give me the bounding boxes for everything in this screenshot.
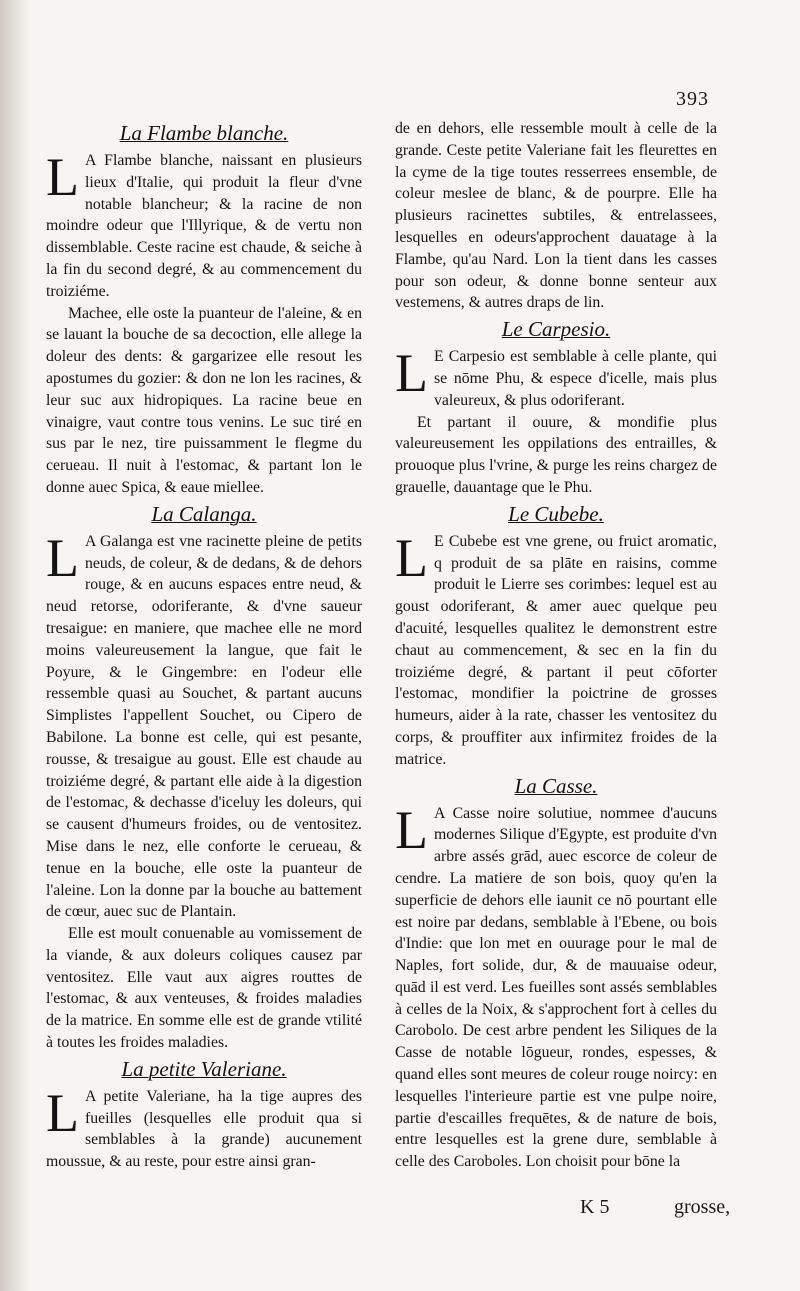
page-number: 393 [676,88,709,110]
paragraph-cubebe-1: LE Cubebe est vne grene, ou fruict aromatic, q produit de sa plāte en raisins, comme produit le Lierre ses corimbes: lequel est au goust odoriferant, & amer auec quelque peu d'acuité, lesquelles qualitez le demonstrent estre chaut au commencement, & sec en la fin du troiziéme degré, & partant il peut cōforter l'estomac, mondifier la poictrine de grosses humeurs, aider à la rate, chasser les ventositez du corps, & prouffiter aux infirmitez froides de la matrice. [395,527,717,768]
section-title-calanga: La Calanga. [151,501,257,526]
paragraph-carpesio-1: LE Carpesio est semblable à celle plante, qui se nōme Phu, & espece d'icelle, mais plus valeureux, & plus odoriferant. [395,343,717,409]
left-column [46,118,362,1173]
signature-mark: K 5 [580,1196,610,1218]
gutter-shadow [0,0,30,1291]
paragraph-valeriane-continuation: de en dehors, elle ressemble moult à celle de la grande. Ceste petite Valeriane fait les fleurettes en la cyme de la tige toutes resserrees ensemble, de coleur meslee de blanc, & de pourpre. Elle ha plusieurs racinettes subtiles, & entrelassees, lesquelles en odeurs'approchent dauatage à la Flambe, qu'au Nard. Lon la tient dans les casses pour son odeur, & donne bonne senteur aux vestemens, & autres draps de lin. [395,120,717,312]
section-title-carpesio: Le Carpesio. [501,317,611,342]
section-title-valeriane: La petite Valeriane. [121,1056,287,1081]
paragraph-calanga-1: LA Galanga est vne racinette pleine de petits neuds, de coleur, & de dedans, & de dehors rouge, & en aucuns espaces entre neud, & neud retorse, odoriferante, & d'vne saueur tresaigue: en maniere, que machee elle ne mord moins valeureusement la langue, que fait le Poyure, & le Gingembre: en l'odeur elle ressemble quasi au Souchet, & partant aucuns Simplistes l'appellent Souchet, ou Cipero de Babilone. La bonne est celle, qui est pesante, rousse, & tresaigue au goust. Elle est chaude au troiziéme degré, & partant elle aide à la digestion de l'estomac, & dechasse d'iceluy les doleurs, qui se causent d'humeurs froides, ou de ventositez. Mise dans le nez, elle conforte le cerueau, & tenue en la bouche, elle oste la puanteur de l'aleine. Lon la donne par la bouche au battement de cœur, auec suc de Plantain. [46,527,362,921]
paragraph-calanga-2: Elle est moult conuenable au vomissement de la viande, & aux doleurs coliques causez par ventositez. Elle vaut aux aigres routtes de l'estomac, & aux venteuses, & froides maladies de la matrice. En somme elle est de grande vtilité à toutes les froides maladies. [46,925,362,1052]
right-column [395,118,717,1173]
paragraph-casse-1: LA Casse noire solutiue, nommee d'aucuns modernes Silique d'Egypte, est produite d'vn arbre assés grād, auec escorce de coleur de cendre. La matiere de son bois, quoy qu'en la superficie de dehors elle iaunit ce nō pourtant elle est noire par dedans, semblable à l'Ebene, ou bois d'Indie: que lon met en ouurage pour le mal de Naples, fort solide, dur, & de mauuaise odeur, quād il est verd. Les fueilles sont assés semblables à celles de la Noix, & s'approchent fort à celles du Carobolo. De cest arbre pendent les Siliques de la Casse de notable lōgueur, rondes, espesses, & quand elles sont meures de coleur rouge noircy: en lesquelles l'interieure partie est vne pulpe noire, partie d'escailles frequētes, & de nature de bois, entre lesquelles est la grene dure, semblable à celle des Caroboles. Lon choisit pour bōne la [395,799,717,1171]
section-title-casse: La Casse. [514,773,598,798]
section-title-cubebe: Le Cubebe. [508,501,604,526]
paragraph-flambe-2: Machee, elle oste la puanteur de l'aleine, & en se lauant la bouche de sa decoction, elle allege la doleur des dents: & gargarizee elle resout les apostumes du gozier: & don ne lon les racines, & leur suc aux hidropiques. La racine beue en vinaigre, vaut contre tous venins. Le suc tiré en sus par le nez, tire puissamment le flegme du cerueau. Il nuit à l'estomac, & partant lon le donne auec Spica, & eaue miellee. [46,304,362,496]
paragraph-flambe-1: LA Flambe blanche, naissant en plusieurs lieux d'Italie, qui produit la fleur d'vne notable blancheur; & la racine de non moindre odeur que l'Illyrique, & de vertu non dissemblable. Ceste racine est chaude, & seiche à la fin du second degré, & au commencement du troiziéme. [46,147,362,300]
section-title-flambe: La Flambe blanche. [119,121,289,145]
catchword: grosse, [674,1196,731,1218]
paragraph-valeriane-1: LA petite Valeriane, ha la tige aupres des fueilles (lesquelles elle produit qua si semblables à la grande) aucunement moussue, & au reste, pour estre ainsi gran- [46,1082,362,1171]
paragraph-carpesio-2: Et partant il ouure, & mondifie plus valeureusement les oppilations des entrailles, & prouoque plus l'vrine, & purge les reins chargez de grauelle, dauantage que le Phu. [395,413,717,496]
